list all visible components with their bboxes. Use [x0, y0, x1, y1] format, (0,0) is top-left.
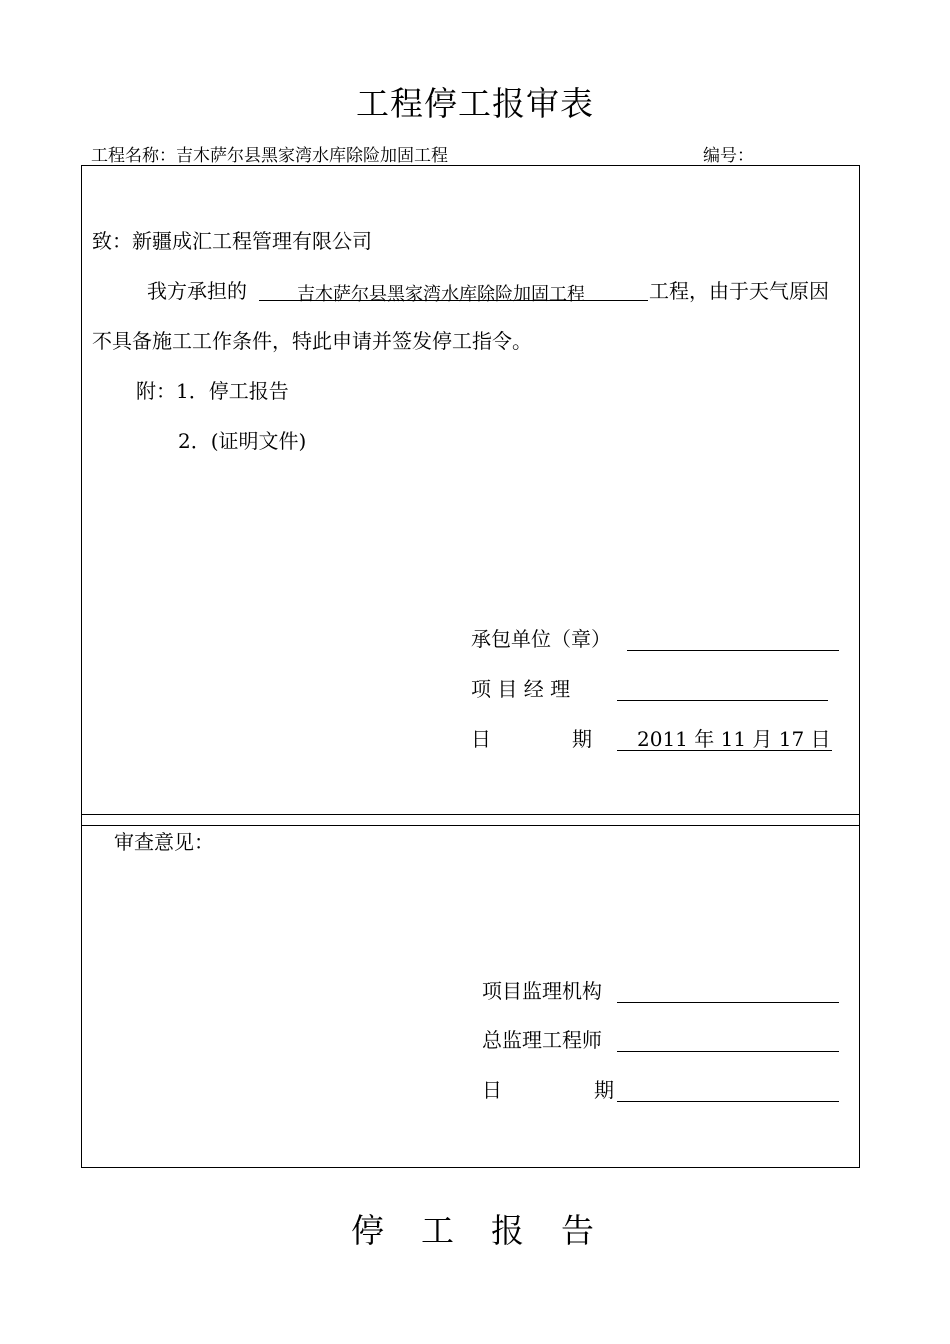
attachment-2: 2．(证明文件) — [178, 429, 307, 453]
contractor-unit-field[interactable] — [627, 650, 839, 651]
project-name-label: 工程名称：吉木萨尔县黑家湾水库除险加固工程 — [91, 146, 448, 166]
statement-line-2: 不具备施工工作条件，特此申请并签发停工指令。 — [92, 329, 532, 353]
application-section — [81, 165, 860, 815]
chief-engineer-label: 总监理工程师 — [482, 1028, 602, 1052]
review-date-label-right: 期 — [594, 1078, 614, 1102]
statement-prefix: 我方承担的 — [147, 279, 247, 303]
project-manager-label: 项 目 经 理 — [471, 677, 571, 701]
report-title — [0, 1205, 950, 1250]
form-title: 工程停工报审表 — [356, 84, 594, 123]
project-name-underline — [259, 300, 648, 301]
project-manager-field[interactable] — [617, 700, 828, 701]
review-opinion-label: 审查意见： — [114, 830, 214, 854]
supervision-org-label: 项目监理机构 — [482, 979, 602, 1003]
contractor-unit-label: 承包单位（章） — [471, 627, 611, 651]
report-title-char: 停 — [351, 1211, 384, 1250]
review-section — [81, 814, 860, 1168]
chief-engineer-field[interactable] — [617, 1051, 839, 1052]
statement-project-name: 吉木萨尔县黑家湾水库除险加固工程 — [297, 284, 585, 305]
recipient-line: 致：新疆成汇工程管理有限公司 — [92, 229, 372, 253]
report-title-char: 告 — [561, 1211, 594, 1250]
contractor-date-value: 2011 年 11 月 17 日 — [637, 727, 831, 751]
review-date-field[interactable] — [617, 1101, 839, 1102]
report-title-char: 报 — [491, 1211, 524, 1250]
review-date-label-left: 日 — [482, 1078, 502, 1102]
report-title-char: 工 — [421, 1211, 454, 1250]
contractor-date-label-right: 期 — [572, 727, 592, 751]
supervision-org-field[interactable] — [617, 1002, 839, 1003]
attachment-1: 附：1．停工报告 — [136, 379, 289, 403]
contractor-date-label-left: 日 — [471, 727, 491, 751]
contractor-date-field[interactable] — [617, 750, 832, 751]
serial-number-label: 编号： — [703, 146, 754, 166]
statement-suffix: 工程，由于天气原因 — [649, 279, 829, 303]
